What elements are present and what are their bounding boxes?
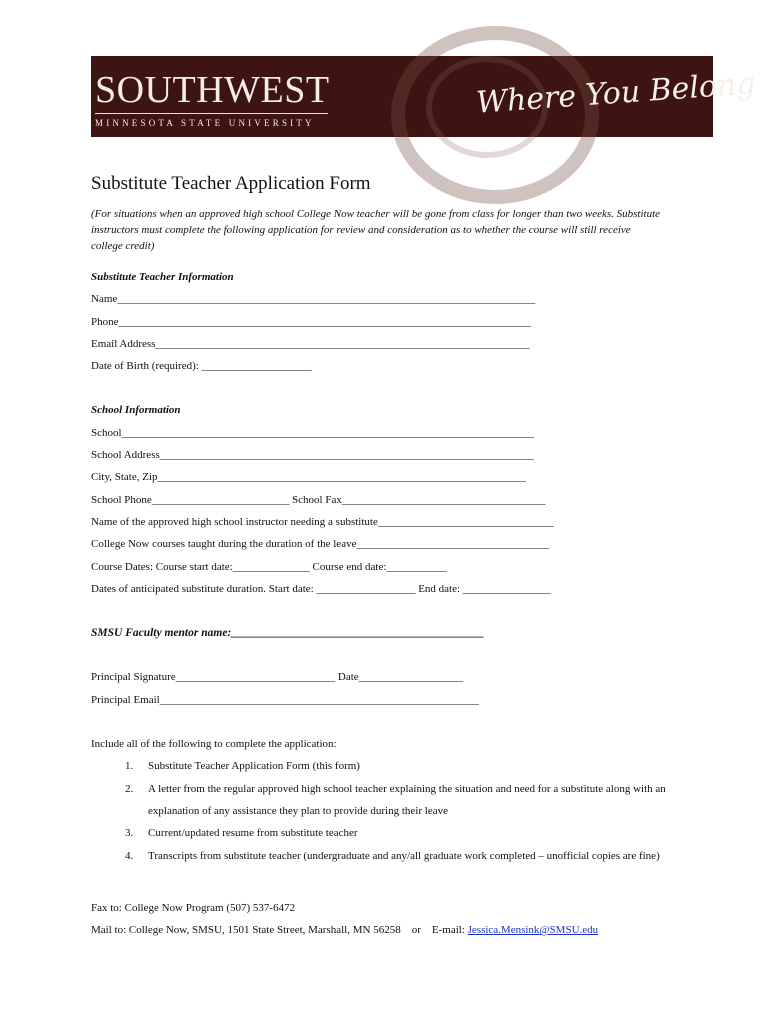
school-field[interactable]: School___________________________________________________________________________ bbox=[91, 426, 535, 439]
form-body bbox=[91, 170, 691, 941]
course-dates-field[interactable]: Course Dates: Course start date:______________ Course end date:___________ bbox=[91, 560, 447, 573]
list-item: 2. A letter from the regular approved high school teacher explaining the situation and need for a substitute along with an explanation of any assistance they plan to provide during their leave bbox=[136, 778, 691, 823]
email-link[interactable]: Jessica.Mensink@SMSU.edu bbox=[467, 924, 599, 937]
dob-field[interactable]: Date of Birth (required): ____________________ bbox=[91, 360, 312, 373]
instructor-name-field[interactable]: Name of the approved high school instructor needing a substitute________________________________ bbox=[91, 515, 554, 528]
header-banner bbox=[91, 56, 757, 137]
substitute-dates-field[interactable]: Dates of anticipated substitute duration. Start date: __________________ End date: ________________ bbox=[91, 582, 551, 595]
fax-info: Fax to: College Now Program (507) 537-6472 bbox=[91, 901, 296, 914]
checklist bbox=[91, 755, 691, 866]
principal-signature-field[interactable]: Principal Signature_____________________________ Date___________________ bbox=[91, 671, 464, 684]
section-heading-school: School Information bbox=[91, 404, 181, 417]
list-item: 4. Transcripts from substitute teacher (undergraduate and any/all graduate work completed – unofficial copies are fine) bbox=[136, 845, 691, 867]
city-state-zip-field[interactable]: City, State, Zip___________________________________________________________________ bbox=[91, 471, 527, 484]
principal-email-field[interactable]: Principal Email__________________________________________________________ bbox=[91, 693, 479, 706]
courses-field[interactable]: College Now courses taught during the duration of the leave___________________________________ bbox=[91, 538, 549, 551]
intro-text: (For situations when an approved high school College Now teacher will be gone from class for longer than two weeks. Substitute instructors must complete the following application for review and consideration as to whether the course will still receive college credit) bbox=[91, 208, 661, 252]
logo-subtitle: MINNESOTA STATE UNIVERSITY bbox=[95, 118, 315, 128]
phone-field[interactable]: Phone___________________________________________________________________________ bbox=[91, 315, 531, 328]
logo-wordmark: SOUTHWEST bbox=[95, 69, 330, 111]
section-heading-substitute: Substitute Teacher Information bbox=[91, 271, 234, 283]
banner-tagline: Where You Belong bbox=[475, 66, 757, 121]
mail-address: Mail to: College Now, SMSU, 1501 State Street, Marshall, MN 56258 or E-mail: bbox=[91, 924, 468, 937]
name-field[interactable]: Name____________________________________________________________________________ bbox=[91, 293, 536, 306]
faculty-mentor-field[interactable]: SMSU Faculty mentor name:____________________________________________ bbox=[91, 627, 485, 640]
list-item: 3. Current/updated resume from substitute teacher bbox=[136, 822, 691, 844]
email-field[interactable]: Email Address____________________________________________________________________ bbox=[91, 337, 530, 350]
school-phone-fax-field[interactable]: School Phone_________________________ School Fax_____________________________________ bbox=[91, 493, 546, 506]
school-address-field[interactable]: School Address____________________________________________________________________ bbox=[91, 449, 534, 462]
logo-divider bbox=[95, 113, 328, 114]
mail-info bbox=[91, 919, 691, 941]
list-item: 1. Substitute Teacher Application Form (this form) bbox=[136, 755, 691, 777]
checklist-intro: Include all of the following to complete the application: bbox=[91, 738, 337, 751]
page-title: Substitute Teacher Application Form bbox=[91, 173, 371, 194]
